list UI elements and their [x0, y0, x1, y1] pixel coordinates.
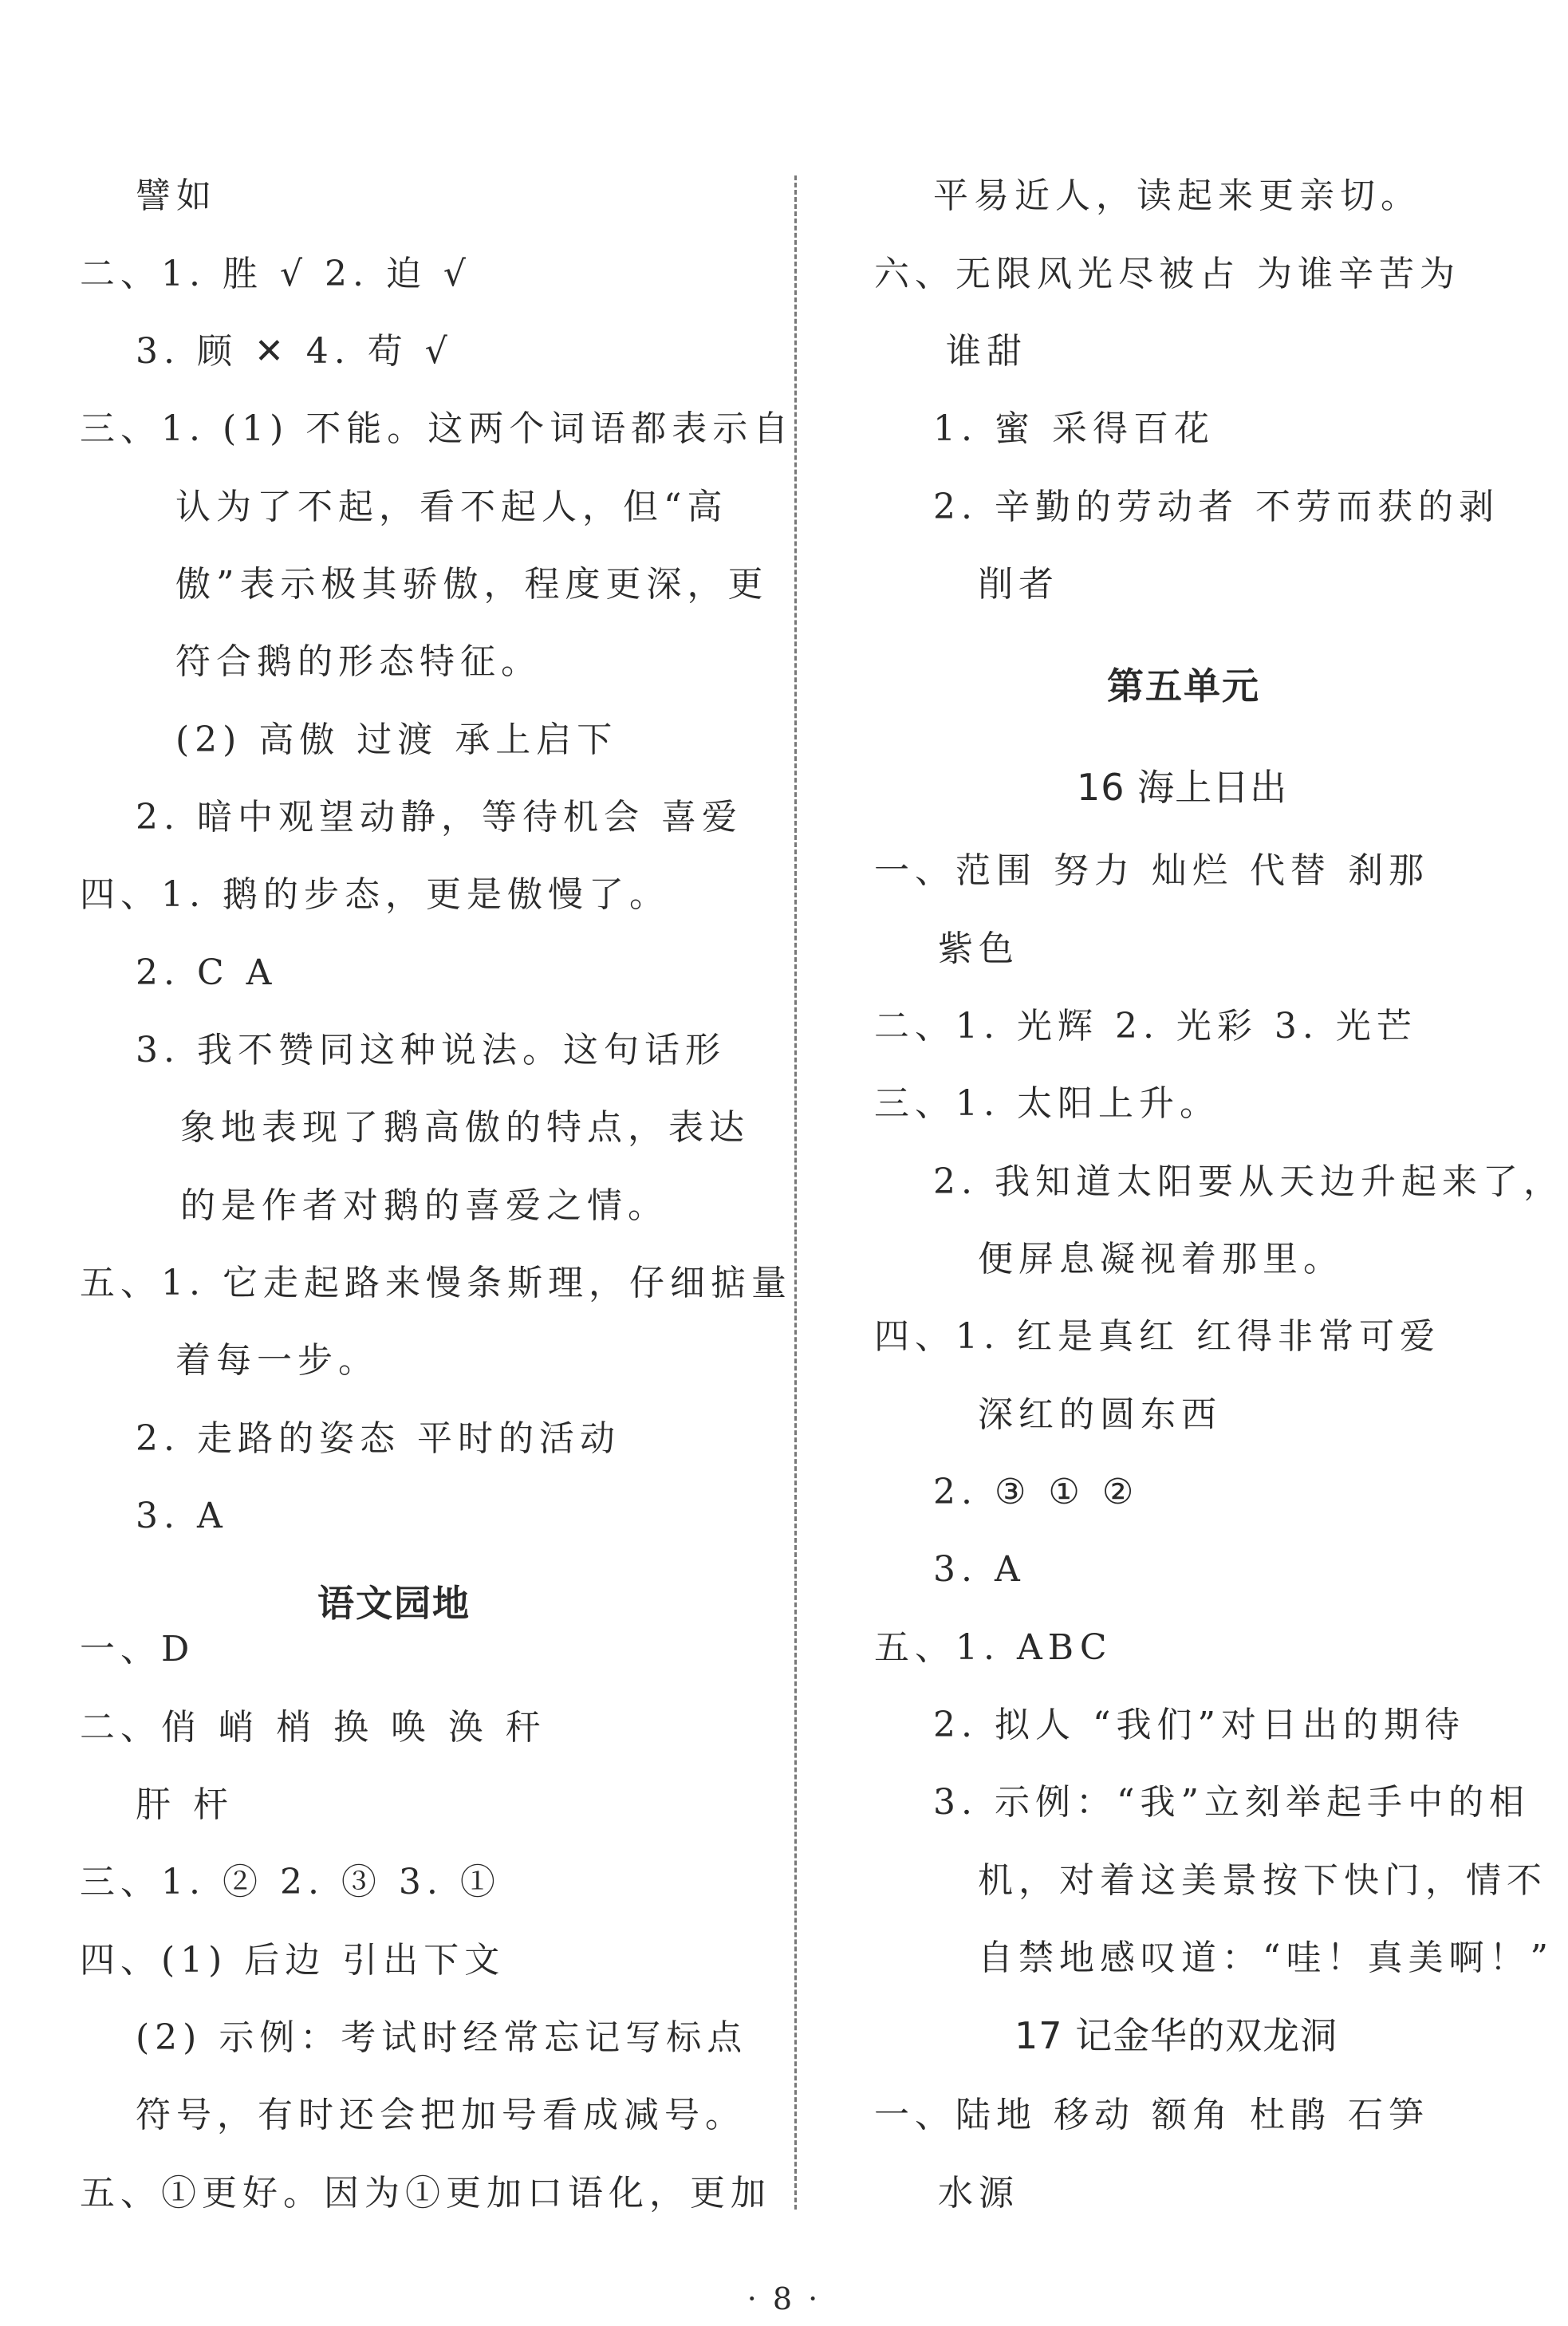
answer-line: 便屏息凝视着那里。 [978, 1239, 1344, 1279]
answer-line: 一、D [80, 1629, 195, 1670]
answer-line: 3. A [136, 1496, 228, 1536]
answer-line: 三、1. (1) 不能。这两个词语都表示自 [80, 408, 794, 449]
answer-line: 3. A [933, 1549, 1026, 1590]
answer-line: 三、1. ② 2. ③ 3. ① [80, 1862, 501, 1902]
unit-title: 第五单元 [1107, 664, 1260, 708]
answer-line: 2. 我知道太阳要从天边升起来了， [933, 1161, 1564, 1202]
answer-line: 一、陆地 移动 额角 杜鹃 石笋 [874, 2095, 1429, 2135]
answer-line: 2. 拟人 “我们”对日出的期待 [933, 1705, 1465, 1745]
answer-line: 二、1. 胜 √ 2. 迫 √ [80, 254, 471, 294]
answer-line: (2) 高傲 过渡 承上启下 [175, 719, 618, 760]
answer-line: 3. 顾 ✕ 4. 苟 √ [136, 331, 453, 372]
answer-line: 紫色 [938, 928, 1019, 969]
answer-line: 自禁地感叹道：“哇！真美啊！” [978, 1938, 1554, 1978]
answer-line: 机，对着这美景按下快门，情不 [978, 1860, 1547, 1901]
answer-line: 3. 我不赞同这种说法。这句话形 [136, 1030, 726, 1070]
answer-line: 象地表现了鹅高傲的特点，表达 [180, 1107, 750, 1148]
answer-line: 的是作者对鹅的喜爱之情。 [180, 1185, 668, 1226]
answer-line: 肝 杆 [136, 1784, 234, 1825]
answer-line: 2. C A [136, 952, 278, 993]
answer-line: 三、1. 太阳上升。 [874, 1083, 1220, 1124]
answer-line: 3. 示例：“我”立刻举起手中的相 [933, 1782, 1530, 1823]
answer-line: 傲”表示极其骄傲，程度更深，更 [175, 564, 769, 605]
right-column [798, 0, 1568, 2326]
answer-line: 1. 蜜 采得百花 [933, 408, 1215, 449]
answer-line: 四、1. 红是真红 红得非常可爱 [874, 1316, 1440, 1357]
column-divider [794, 175, 797, 2210]
answer-line: 五、1. ABC [874, 1627, 1113, 1668]
answer-line: 譬如 [136, 175, 217, 216]
answer-line: 一、范围 努力 灿烂 代替 刹那 [874, 850, 1429, 891]
answer-line: (2) 示例：考试时经常忘记写标点 [136, 2017, 748, 2058]
answer-line: 2. 辛勤的劳动者 不劳而获的剥 [933, 487, 1499, 527]
answer-line: 2. 走路的姿态 平时的活动 [136, 1418, 621, 1459]
answer-line: 符号，有时还会把加号看成减号。 [136, 2095, 746, 2135]
answer-line: 水源 [938, 2173, 1019, 2214]
answer-line: 深红的圆东西 [978, 1394, 1222, 1435]
lesson-title: 17 记金华的双龙洞 [1014, 2014, 1338, 2057]
answer-line: 削者 [978, 564, 1059, 605]
answer-line: 四、(1) 后边 引出下文 [80, 1940, 506, 1981]
lesson-title: 16 海上日出 [1077, 766, 1288, 809]
answer-line: 着每一步。 [175, 1340, 379, 1381]
answer-line: 五、1. 它走起路来慢条斯理，仔细掂量 [80, 1263, 792, 1303]
answer-line: 认为了不起，看不起人，但“高 [175, 487, 728, 527]
answer-line: 平易近人，读起来更亲切。 [933, 175, 1421, 216]
page-number: · 8 · [747, 2281, 821, 2316]
answer-line: 四、1. 鹅的步态，更是傲慢了。 [80, 874, 670, 915]
section-title: 语文园地 [317, 1582, 471, 1625]
answer-line: 二、俏 峭 梢 换 唤 涣 秆 [80, 1707, 546, 1748]
answer-line: 谁甜 [946, 331, 1027, 372]
answer-line: 二、1. 光辉 2. 光彩 3. 光芒 [874, 1006, 1417, 1047]
answer-line: 符合鹅的形态特征。 [175, 641, 542, 682]
answer-line: 五、①更好。因为①更加口语化，更加 [80, 2173, 771, 2214]
answer-line: 六、无限风光尽被占 为谁辛苦为 [874, 254, 1460, 294]
answer-line: 2. 暗中观望动静，等待机会 喜爱 [136, 797, 743, 838]
answer-line: 2. ③ ① ② [933, 1472, 1140, 1512]
